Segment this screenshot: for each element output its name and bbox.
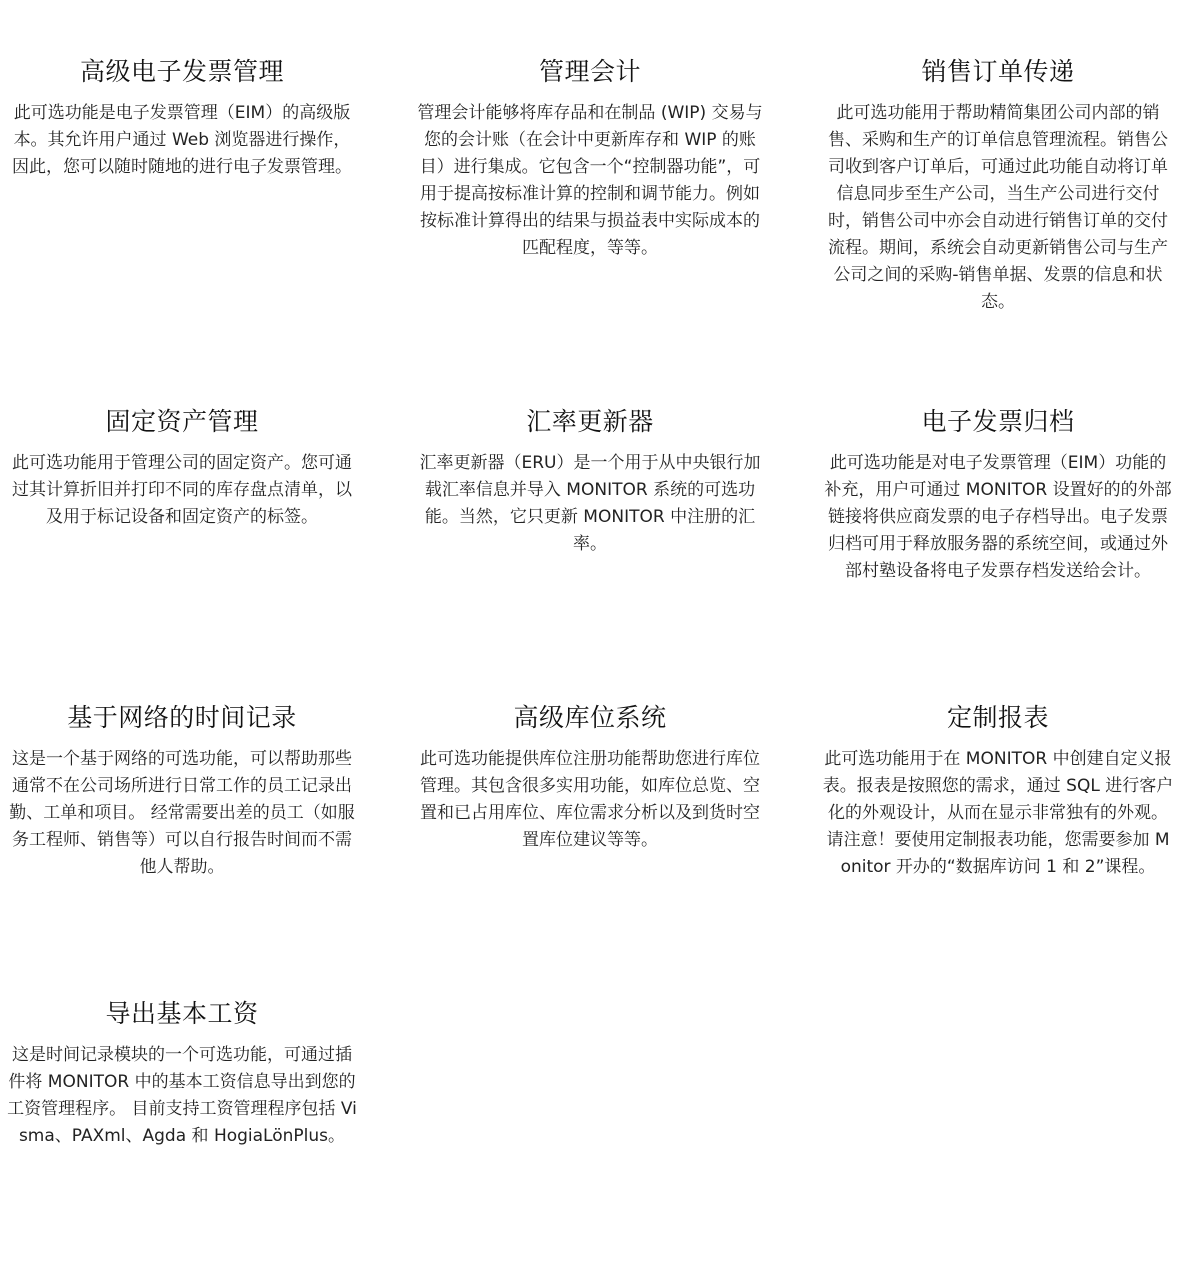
feature-card-custom-reports — [822, 700, 1174, 881]
feature-card-advanced-einvoice — [6, 54, 358, 181]
feature-description: 此可选功能用于帮助精简集团公司内部的销售、采购和生产的订单信息管理流程。销售公司收到客户订单后，可通过此功能自动将订单信息同步至生产公司，当生产公司进行交付时，销售公司中亦会自动进行销售订单的交付流程。期间，系统会自动更新销售公司与生产公司之间的采购-销售单据、发票的信息和状态。 — [828, 103, 1168, 312]
feature-card-exchange-rate-updater — [414, 404, 766, 558]
feature-description: 汇率更新器（ERU）是一个用于从中央银行加载汇率信息并导入 MONITOR 系统的可选功能。当然，它只更新 MONITOR 中注册的汇率。 — [419, 453, 761, 554]
feature-description: 这是时间记录模块的一个可选功能，可通过插件将 MONITOR 中的基本工资信息导出到您的工资管理程序。 目前支持工资管理程序包括 Visma、PAXml、Agda 和 HogiaLönPlus。 — [7, 1045, 357, 1146]
feature-description: 此可选功能是对电子发票管理（EIM）功能的补充，用户可通过 MONITOR 设置好的的外部链接将供应商发票的电子存档导出。电子发票归档可用于释放服务器的系统空间，或通过外部村塾设备将电子发票存档发送给会计。 — [824, 453, 1172, 581]
feature-card-management-accounting — [414, 54, 766, 262]
feature-card-advanced-location-system — [414, 700, 766, 854]
feature-card-einvoice-archive — [822, 404, 1174, 585]
feature-description: 此可选功能用于管理公司的固定资产。您可通过其计算折旧并打印不同的库存盘点清单，以及用于标记设备和固定资产的标签。 — [12, 453, 352, 527]
feature-title: 导出基本工资 — [105, 999, 259, 1028]
feature-title: 管理会计 — [538, 57, 641, 86]
feature-title: 高级库位系统 — [513, 703, 667, 732]
feature-card-fixed-assets — [6, 404, 358, 531]
feature-card-sales-order-transfer — [822, 54, 1174, 316]
feature-title: 定制报表 — [946, 703, 1049, 732]
feature-description: 此可选功能提供库位注册功能帮助您进行库位管理。其包含很多实用功能，如库位总览、空置和已占用库位、库位需求分析以及到货时空置库位建议等等。 — [420, 749, 760, 850]
feature-title: 高级电子发票管理 — [79, 57, 284, 86]
feature-description: 管理会计能够将库存品和在制品 (WIP) 交易与您的会计账（在会计中更新库存和 WIP 的账目）进行集成。它包含一个“控制器功能”，可用于提高按标准计算的控制和调节能力。例如按标准计算得出的结果与损益表中实际成本的匹配程度，等等。 — [417, 103, 763, 258]
feature-card-web-time-recording — [6, 700, 358, 881]
feature-description: 此可选功能是电子发票管理（EIM）的高级版本。其允许用户通过 Web 浏览器进行操作，因此，您可以随时随地的进行电子发票管理。 — [12, 103, 352, 177]
feature-title: 基于网络的时间记录 — [67, 703, 297, 732]
feature-title: 销售订单传递 — [921, 57, 1075, 86]
feature-title: 固定资产管理 — [105, 407, 259, 436]
feature-title: 汇率更新器 — [526, 407, 654, 436]
feature-title: 电子发票归档 — [921, 407, 1075, 436]
feature-card-export-basic-salary — [6, 996, 358, 1150]
feature-description: 此可选功能用于在 MONITOR 中创建自定义报表。报表是按照您的需求，通过 SQL 进行客户化的外观设计，从而在显示非常独有的外观。请注意！要使用定制报表功能，您需要参加 Monitor 开办的“数据库访问 1 和 2”课程。 — [822, 749, 1174, 877]
feature-description: 这是一个基于网络的可选功能，可以帮助那些通常不在公司场所进行日常工作的员工记录出勤、工单和项目。 经常需要出差的员工（如服务工程师、销售等）可以自行报告时间而不需他人帮助。 — [9, 749, 355, 877]
